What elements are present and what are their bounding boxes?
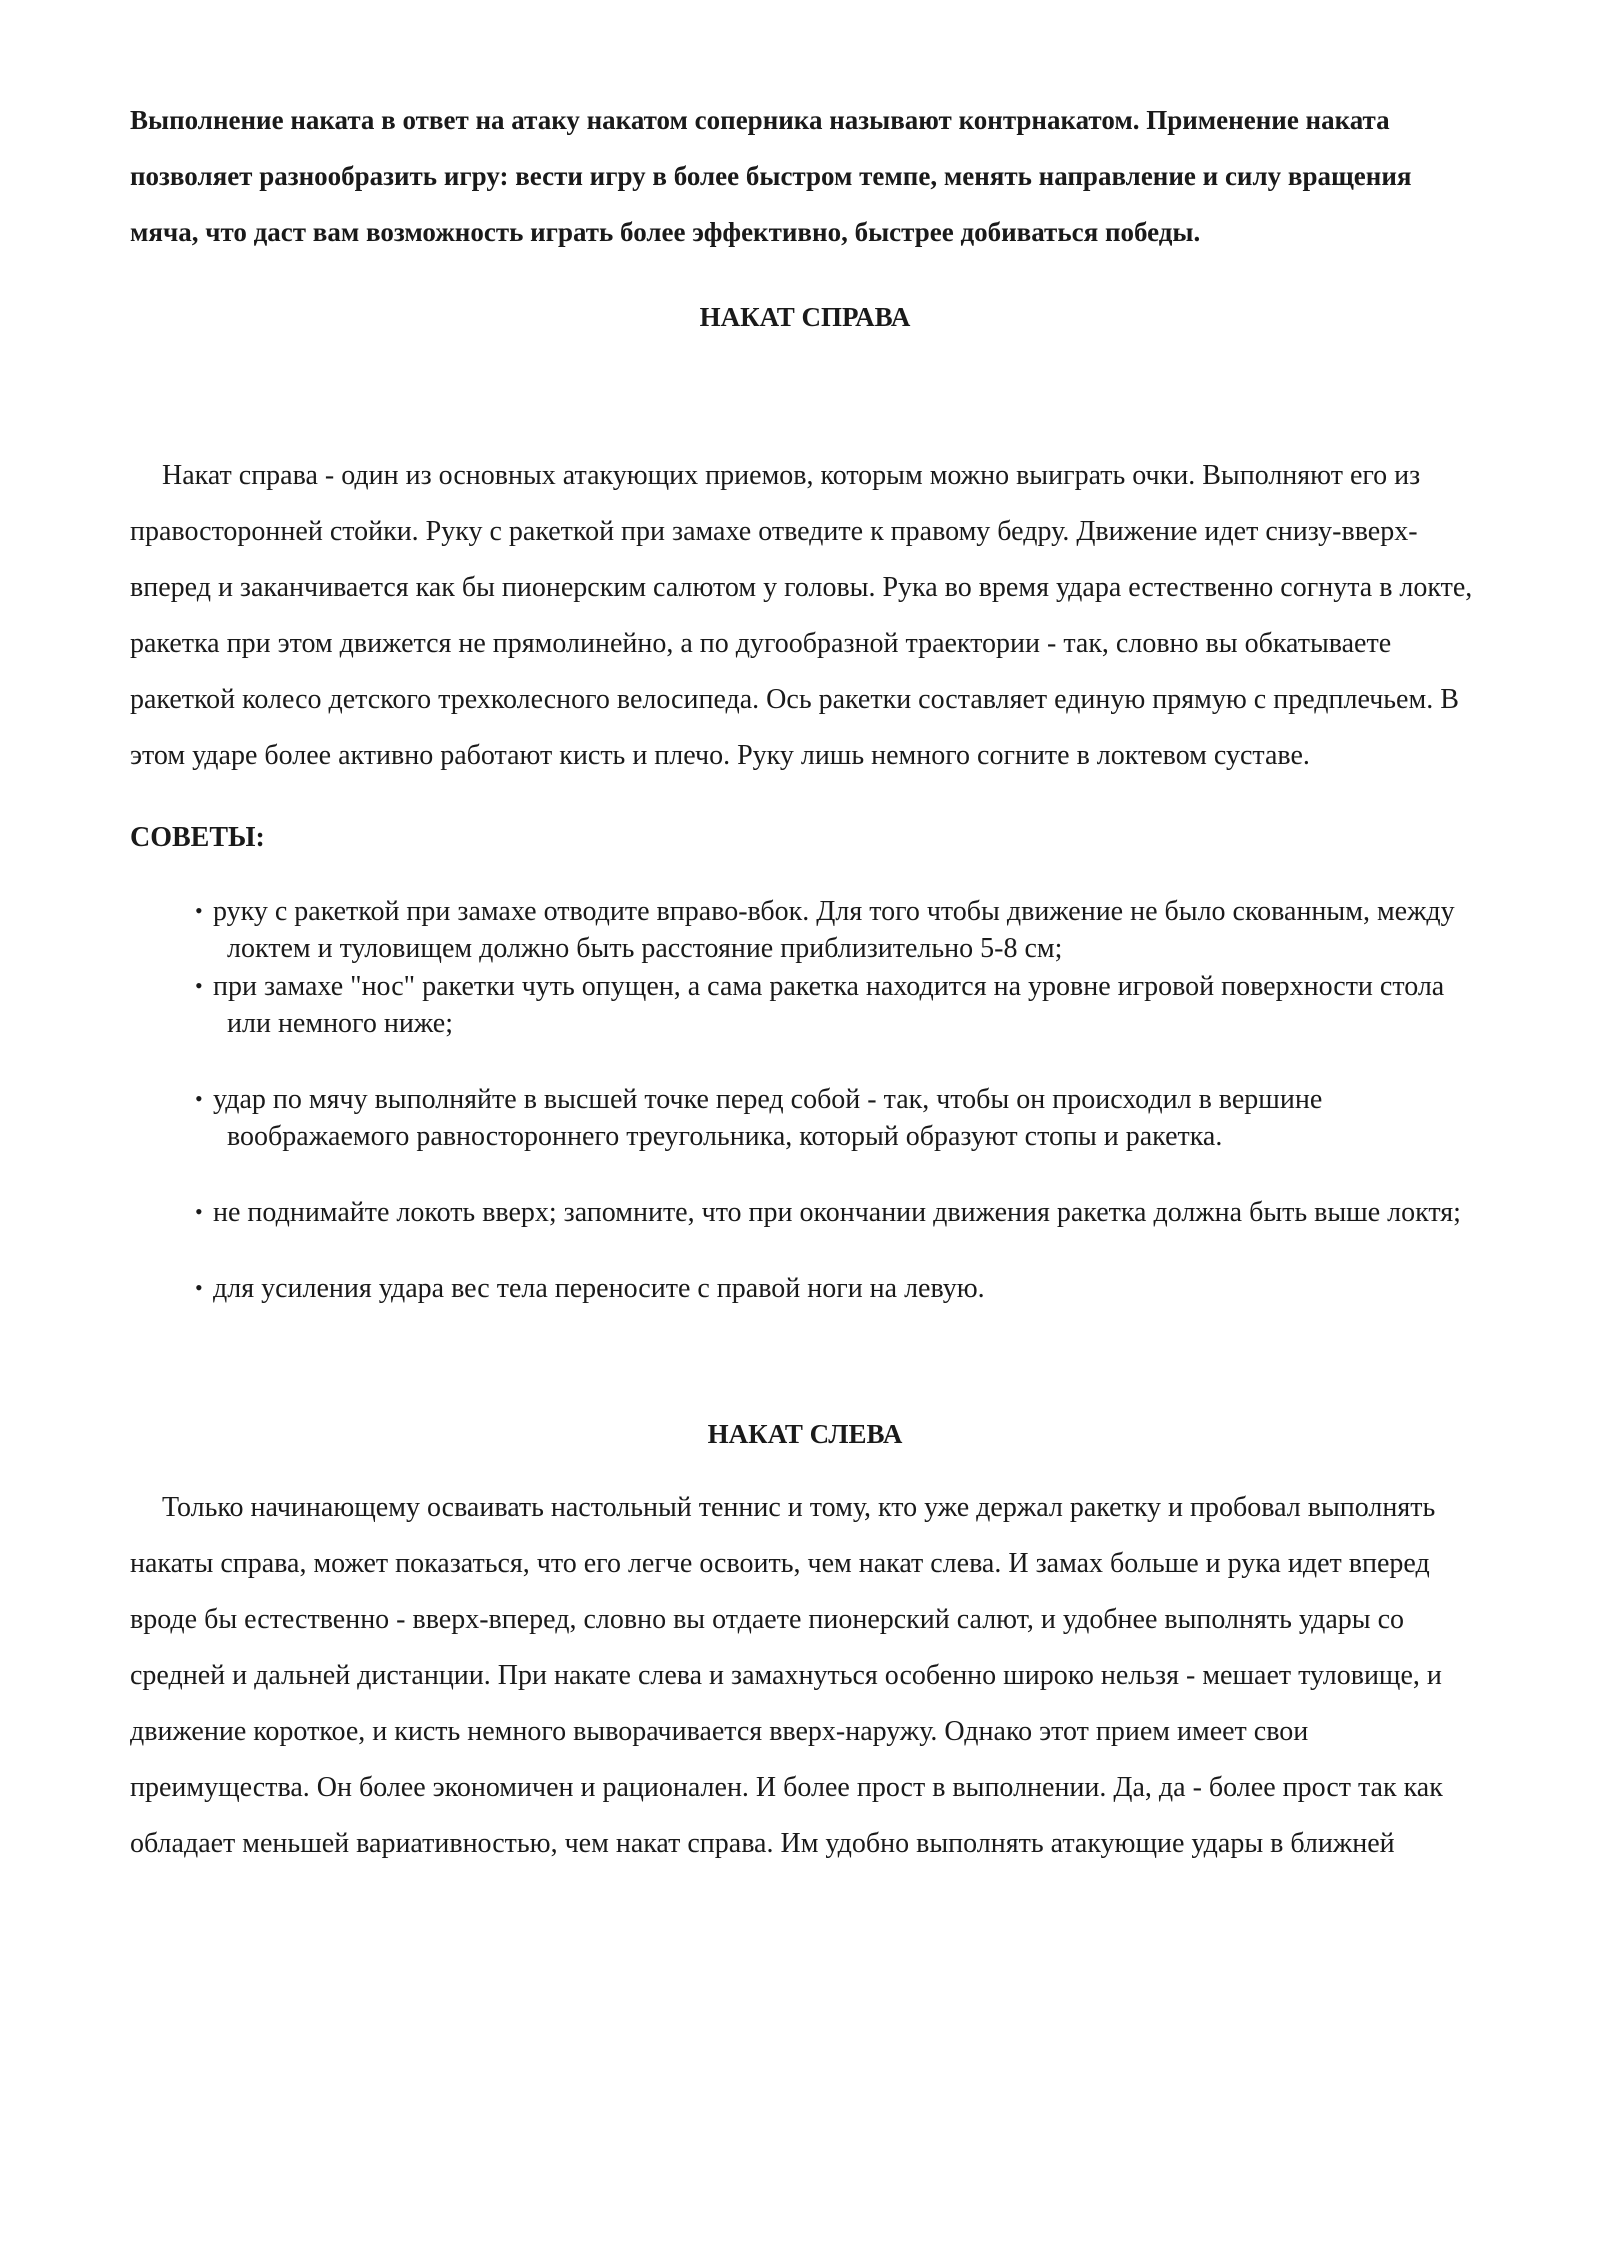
bullet-icon: • <box>195 1275 203 1300</box>
tips-list <box>172 892 1480 1307</box>
section-title-backhand: НАКАТ СЛЕВА <box>707 1419 903 1449</box>
tips-heading: СОВЕТЫ: <box>130 822 265 853</box>
backhand-paragraph: Только начинающему осваивать настольный теннис и тому, кто уже держал ракетку и пробовал выполнять накаты справа, может показаться, что его легче освоить, чем накат слева. И замах больше и рука идет вперед вроде бы естественно - вверх-вперед, словно вы отдаете пионерский салют, и удобнее выполнять удары со средней и дальней дистанции. При накате слева и замахнуться особенно широко нельзя - мешает туловище, и движение короткое, и кисть немного выворачивается вверх-наружу. Однако этот прием имеет свои преимущества. Он более экономичен и рационален. И более прост в выполнении. Да, да - более прост так как обладает меньшей вариативностью, чем накат справа. Им удобно выполнять атакующие удары в ближней <box>130 1492 1443 1859</box>
tip-text: при замахе "нос" ракетки чуть опущен, а сама ракетка находится на уровне игровой поверхности стола или немного ниже; <box>213 971 1445 1039</box>
tip-text: для усиления удара вес тела переносите с правой ноги на левую. <box>213 1273 985 1304</box>
bullet-icon: • <box>195 1199 203 1224</box>
bullet-icon: • <box>195 1086 203 1111</box>
list-item <box>172 1269 1480 1307</box>
bullet-icon: • <box>195 898 203 923</box>
tip-text: не поднимайте локоть вверх; запомните, что при окончании движения ракетка должна быть выше локтя; <box>213 1197 1461 1228</box>
tip-text: удар по мячу выполняйте в высшей точке перед собой - так, чтобы он происходил в вершине воображаемого равностороннего треугольника, который образуют стопы и ракетка. <box>213 1084 1323 1152</box>
section-title-forehand: НАКАТ СПРАВА <box>699 302 911 332</box>
list-item <box>172 892 1480 967</box>
bullet-icon: • <box>195 973 203 998</box>
tip-text: руку с ракеткой при замахе отводите вправо-вбок. Для того чтобы движение не было скованным, между локтем и туловищем должно быть расстояние приблизительно 5-8 см; <box>213 896 1455 964</box>
document-page <box>130 92 1480 1872</box>
list-item <box>172 1193 1480 1231</box>
list-item <box>172 967 1480 1042</box>
forehand-paragraph: Накат справа - один из основных атакующих приемов, которым можно выиграть очки. Выполняют его из правосторонней стойки. Руку с ракеткой при замахе отведите к правому бедру. Движение идет снизу-вверх-вперед и заканчивается как бы пионерским салютом у головы. Рука во время удара естественно согнута в локте, ракетка при этом движется не прямолинейно, а по дугообразной траектории - так, словно вы обкатываете ракеткой колесо детского трехколесного велосипеда. Ось ракетки составляет единую прямую с предплечьем. В этом ударе более активно работают кисть и плечо. Руку лишь немного согните в локтевом суставе. <box>130 460 1473 771</box>
intro-paragraph: Выполнение наката в ответ на атаку накатом соперника называют контрнакатом. Применение наката позволяет разнообразить игру: вести игру в более быстром темпе, менять направление и силу вращения мяча, что даст вам возможность играть более эффективно, быстрее добиваться победы. <box>130 105 1412 247</box>
list-item <box>172 1080 1480 1155</box>
